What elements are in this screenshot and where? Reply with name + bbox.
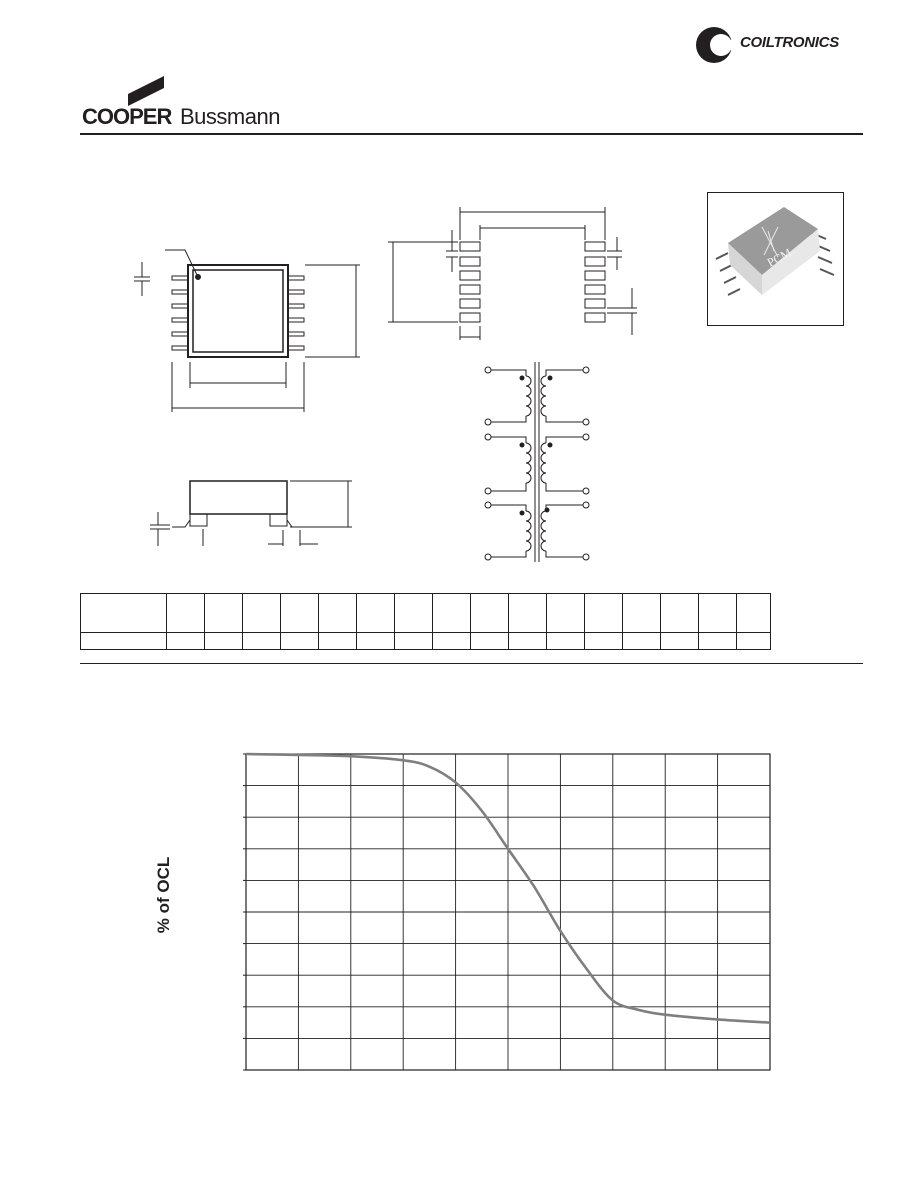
- ocl-chart: [150, 740, 790, 1080]
- table-cell: [433, 633, 471, 650]
- table-cell: [319, 594, 357, 633]
- section-rule: [80, 663, 863, 664]
- table-cell: [661, 633, 699, 650]
- table-cell: [395, 594, 433, 633]
- product-photo: [707, 192, 844, 326]
- table-cell: [357, 594, 395, 633]
- table-cell: [737, 633, 771, 650]
- table-cell: [585, 633, 623, 650]
- table-cell: [243, 633, 281, 650]
- table-cell: [205, 594, 243, 633]
- table-cell: [547, 594, 585, 633]
- chart-y-axis-label: % of OCL: [154, 856, 173, 934]
- table-cell: [281, 594, 319, 633]
- side-view-drawing: [150, 481, 352, 546]
- spec-table: [80, 593, 771, 650]
- table-cell: [281, 633, 319, 650]
- table-cell: [623, 633, 661, 650]
- table-cell: [547, 633, 585, 650]
- table-cell: [81, 633, 167, 650]
- table-cell: [167, 633, 205, 650]
- table-cell: [585, 594, 623, 633]
- table-cell: [205, 633, 243, 650]
- table-cell: [357, 633, 395, 650]
- spec-table-data-row: [81, 633, 771, 650]
- table-cell: [167, 594, 205, 633]
- table-cell: [737, 594, 771, 633]
- spec-table-header-row: [81, 594, 771, 633]
- table-cell: [471, 594, 509, 633]
- table-cell: [623, 594, 661, 633]
- table-cell: [699, 594, 737, 633]
- pad-layout-drawing: [388, 207, 637, 340]
- schematic-drawing: [485, 362, 589, 562]
- table-cell: [433, 594, 471, 633]
- table-cell: [699, 633, 737, 650]
- chart-grid: [243, 754, 770, 1070]
- table-cell: [81, 594, 167, 633]
- table-cell: [509, 633, 547, 650]
- table-cell: [471, 633, 509, 650]
- cooper-logo-text: COOPER: [82, 104, 172, 129]
- table-cell: [661, 594, 699, 633]
- polarity-dots: [520, 376, 553, 516]
- table-cell: [243, 594, 281, 633]
- table-cell: [509, 594, 547, 633]
- coiltronics-logo-text: COILTRONICS: [740, 34, 839, 51]
- photo-marking: PCM: [764, 245, 794, 270]
- bussmann-logo-text: Bussmann: [180, 104, 280, 129]
- table-cell: [395, 633, 433, 650]
- table-cell: [319, 633, 357, 650]
- top-view-drawing: [134, 250, 360, 412]
